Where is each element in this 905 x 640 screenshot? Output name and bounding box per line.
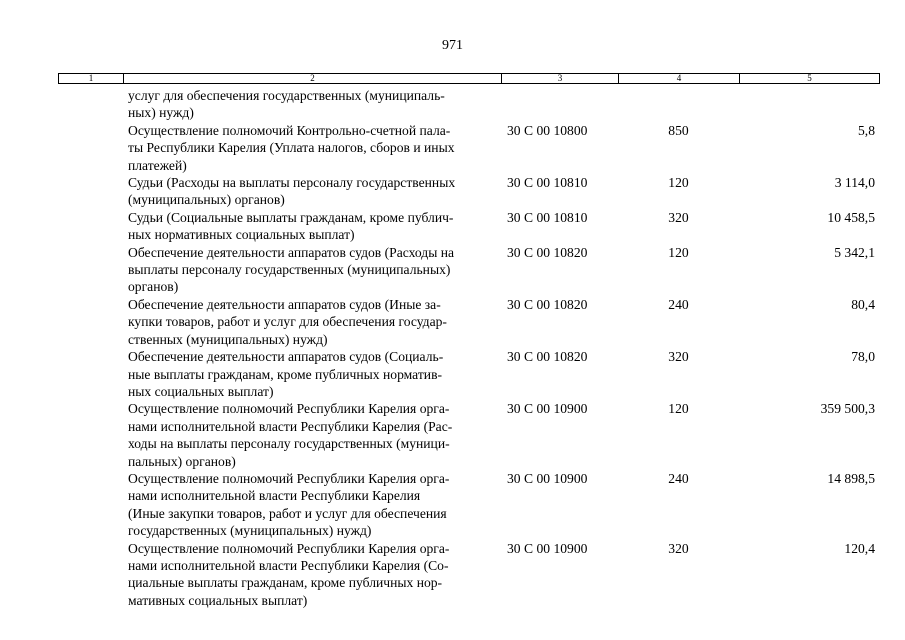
row-name-cell: Судьи (Расходы на выплаты персоналу государственных (муниципальных) органов)	[128, 175, 456, 208]
table-row	[58, 348, 880, 400]
header-col-1: 1	[59, 74, 124, 83]
header-col-5: 5	[807, 73, 812, 83]
table-row	[58, 87, 880, 122]
row-amount-cell: 14 898,5	[827, 470, 875, 486]
table-row	[58, 540, 880, 610]
row-amount-cell: 5 342,1	[834, 244, 875, 260]
row-code-cell: 30 С 00 10810	[507, 175, 588, 191]
row-amount-cell: 120,4	[844, 540, 875, 556]
row-type-cell: 120	[668, 175, 689, 191]
row-name-cell: Осуществление полномочий Республики Карелия орга- нами исполнительной власти Республики Карелия (Рас- ходы на выплаты персоналу государственных (муници- пальных) органов)	[128, 401, 453, 469]
row-code-cell: 30 С 00 10820	[507, 244, 588, 260]
row-type-cell: 850	[668, 122, 689, 138]
row-code-cell: 30 С 00 10820	[507, 296, 588, 312]
table-row	[58, 122, 880, 174]
row-type-cell: 320	[668, 349, 689, 365]
header-col-4: 4	[619, 74, 740, 83]
row-name-cell: Обеспечение деятельности аппаратов судов (Расходы на выплаты персоналу государственных (муниципальных) органов)	[128, 244, 455, 295]
row-name-cell: Обеспечение деятельности аппаратов судов (Иные за- купки товаров, работ и услуг для обеспечения государ- ственных (муниципальных) нужд)	[128, 296, 447, 347]
row-type-cell: 240	[668, 296, 689, 312]
row-name-cell: Судьи (Социальные выплаты гражданам, кроме публич- ных нормативных социальных выплат)	[128, 209, 454, 243]
row-type-cell: 120	[668, 244, 689, 260]
table-body	[58, 87, 880, 609]
header-col-3: 3	[502, 74, 619, 83]
row-code-cell: 30 С 00 10900	[507, 401, 588, 417]
row-amount-cell: 10 458,5	[827, 209, 875, 225]
row-code-cell: 30 С 00 10820	[507, 349, 588, 365]
table-row	[58, 400, 880, 470]
row-type-cell: 240	[668, 470, 689, 486]
row-amount-cell: 80,4	[851, 296, 875, 312]
row-code-cell: 30 С 00 10810	[507, 209, 588, 225]
row-type-cell: 320	[668, 209, 689, 225]
row-type-cell: 320	[668, 540, 689, 556]
row-name-cell: Осуществление полномочий Контрольно-счетной пала- ты Республики Карелия (Уплата налогов, сборов и иных платежей)	[128, 122, 455, 173]
table-row	[58, 244, 880, 296]
header-col-2: 2	[124, 74, 502, 83]
row-type-cell: 120	[668, 401, 689, 417]
row-code-cell: 30 С 00 10900	[507, 540, 588, 556]
table-row	[58, 296, 880, 348]
row-code-cell: 30 С 00 10800	[507, 122, 588, 138]
table-row	[58, 470, 880, 540]
row-amount-cell: 78,0	[851, 349, 875, 365]
row-name-cell: Осуществление полномочий Республики Карелия орга- нами исполнительной власти Республики Карелия (Иные закупки товаров, работ и услуг для обеспечения государственных (муниципальных) нужд)	[128, 470, 450, 539]
table-row	[58, 174, 880, 209]
table-row	[58, 209, 880, 244]
row-amount-cell: 5,8	[858, 122, 875, 138]
row-name-cell: Осуществление полномочий Республики Карелия орга- нами исполнительной власти Республики Карелия (Со- циальные выплаты гражданам, кроме публичных нор- мативных социальных выплат)	[128, 540, 450, 608]
row-name-cell: Обеспечение деятельности аппаратов судов (Социаль- ные выплаты гражданам, кроме публичных норматив- ных социальных выплат)	[128, 349, 444, 399]
row-name-cell: услуг для обеспечения государственных (муниципаль- ных) нужд)	[128, 88, 445, 121]
row-code-cell: 30 С 00 10900	[507, 470, 588, 486]
row-amount-cell: 3 114,0	[834, 175, 875, 191]
table-header	[58, 73, 880, 84]
page-number: 971	[442, 38, 463, 53]
row-amount-cell: 359 500,3	[820, 401, 875, 417]
